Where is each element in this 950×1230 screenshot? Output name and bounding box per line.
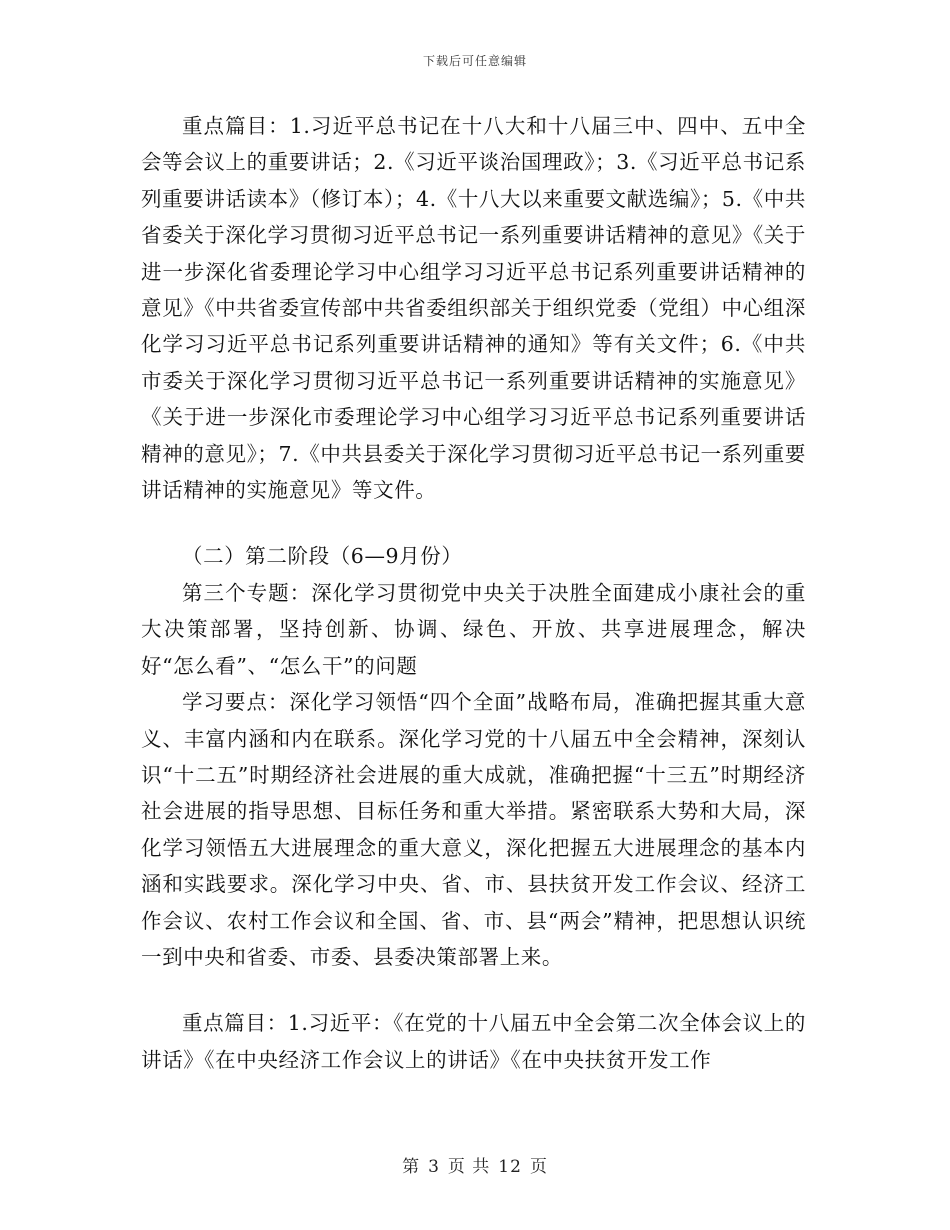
page-footer [0,1152,950,1177]
total-pages: 12 [498,1157,522,1177]
footer-prefix: 第 [402,1157,421,1177]
footer-middle: 页 共 [447,1157,491,1177]
key-readings-paragraph-2: 重点篇目：1.习近平：《在党的十八届五中全会第二次全体会议上的讲话》《在中央经济工作会议上的讲话》《在中央扶贫开发工作 [141,1011,806,1072]
current-page-number: 3 [428,1157,440,1177]
document-body [141,108,806,1078]
footer-suffix: 页 [529,1157,548,1177]
section-heading-stage-2: （二）第二阶段（6—9月份） [182,544,463,569]
learning-points-paragraph: 学习要点：深化学习领悟“四个全面”战略布局，准确把握其重大意义、丰富内涵和内在联系。深化学习党的十八届五中全会精神，深刻认识“十二五”时期经济社会进展的重大成就，准确把握“十三五”时期经济社会进展的指导思想、目标任务和重大举措。紧密联系大势和大局，深化学习领悟五大进展理念的重大意义，深化把握五大进展理念的基本内涵和实践要求。深化学习中央、省、市、县扶贫开发工作会议、经济工作会议、农村工作会议和全国、省、市、县“两会”精神，把思想认识统一到中央和省委、市委、县委决策部署上来。 [141,690,806,969]
topic-3-paragraph: 第三个专题：深化学习贯彻党中央关于决胜全面建成小康社会的重大决策部署，坚持创新、协调、绿色、开放、共享进展理念，解决好“怎么看”、“怎么干”的问题 [141,580,806,678]
page-header: 下载后可任意编辑 [422,54,527,68]
key-readings-paragraph-1: 重点篇目：1.习近平总书记在十八大和十八届三中、四中、五中全会等会议上的重要讲话；2.《习近平谈治国理政》；3.《习近平总书记系列重要讲话读本》（修订本）；4.《十八大以来重要文献选编》；5.《中共省委关于深化学习贯彻习近平总书记一系列重要讲话精神的意见》《关于进一步深化省委理论学习中心组学习习近平总书记系列重要讲话精神的意见》《中共省委宣传部中共省委组织部关于组织党委（党组）中心组深化学习习近平总书记系列重要讲话精神的通知》等有关文件；6.《中共市委关于深化学习贯彻习近平总书记一系列重要讲话精神的实施意见》《关于进一步深化市委理论学习中心组学习习近平总书记系列重要讲话精神的意见》；7.《中共县委关于深化学习贯彻习近平总书记一系列重要讲话精神的实施意见》等文件。 [141,114,806,503]
